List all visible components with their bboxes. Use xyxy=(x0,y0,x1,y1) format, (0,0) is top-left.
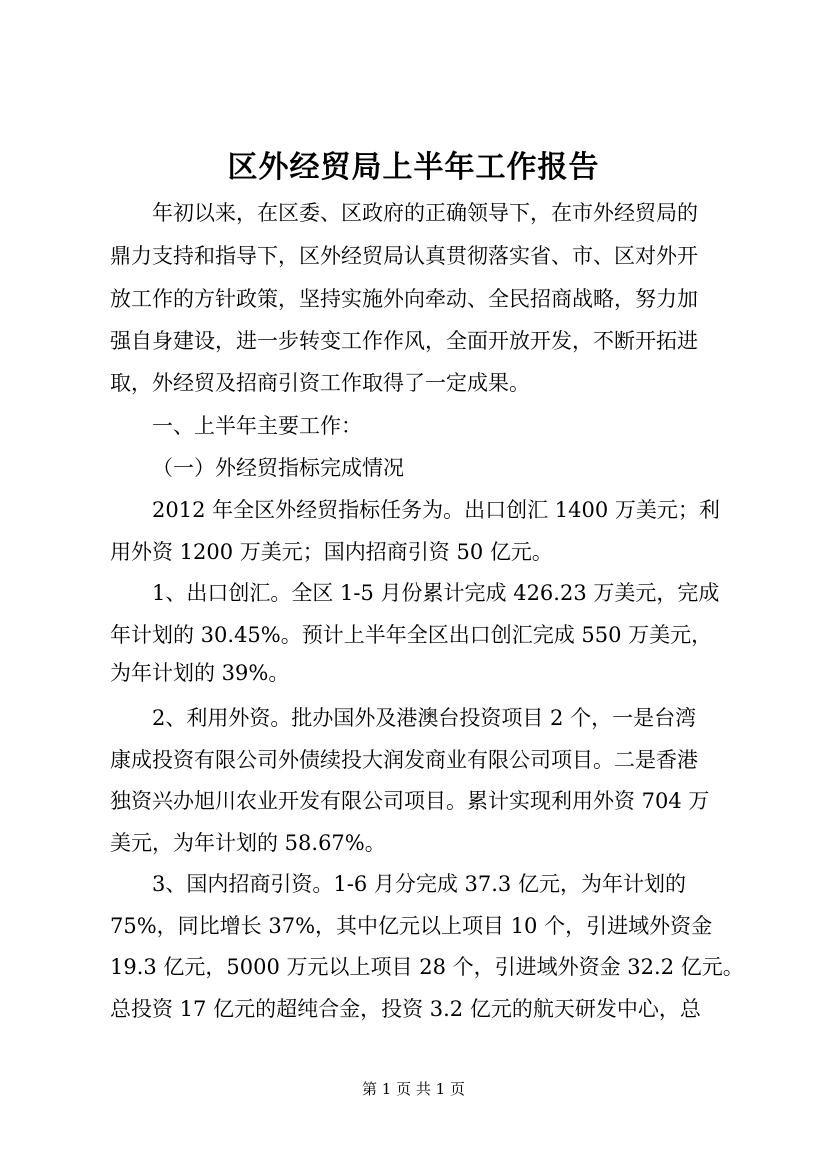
body-line: 年计划的 30.45%。预计上半年全区出口创汇完成 550 万美元， xyxy=(110,623,713,647)
body-line: 总投资 17 亿元的超纯合金，投资 3.2 亿元的航天研发中心，总 xyxy=(110,997,701,1021)
body-line: 2、利用外资。批办国外及港澳台投资项目 2 个，一是台湾 xyxy=(152,706,697,730)
subsection-heading: （一）外经贸指标完成情况 xyxy=(152,456,404,480)
body-line: 康成投资有限公司外债续投大润发商业有限公司项目。二是香港 xyxy=(110,748,698,772)
body-line: 放工作的方针政策，坚持实施外向牵动、全民招商战略，努力加 xyxy=(110,287,698,311)
body-line: 3、国内招商引资。1-6 月分完成 37.3 亿元，为年计划的 xyxy=(152,872,686,896)
body-line: 19.3 亿元，5000 万元以上项目 28 个，引进域外资金 32.2 亿元。 xyxy=(110,955,744,979)
body-line: 年初以来，在区委、区政府的正确领导下，在市外经贸局的 xyxy=(152,201,698,225)
body-line: 独资兴办旭川农业开发有限公司项目。累计实现利用外资 704 万 xyxy=(110,789,710,813)
body-line: 2012 年全区外经贸指标任务为。出口创汇 1400 万美元；利 xyxy=(152,498,720,522)
body-line: 1、出口创汇。全区 1-5 月份累计完成 426.23 万美元，完成 xyxy=(152,581,720,605)
section-heading: 一、上半年主要工作： xyxy=(152,414,362,438)
body-line: 取，外经贸及招商引资工作取得了一定成果。 xyxy=(110,371,530,395)
body-line: 为年计划的 39%。 xyxy=(110,661,290,685)
body-line: 75%，同比增长 37%，其中亿元以上项目 10 个，引进域外资金 xyxy=(110,914,713,938)
document-title: 区外经贸局上半年工作报告 xyxy=(227,150,600,185)
page-footer: 第 1 页 共 1 页 xyxy=(362,1080,465,1098)
body-line: 强自身建设，进一步转变工作作风，全面开放开发，不断开拓进 xyxy=(110,329,698,353)
body-line: 鼎力支持和指导下，区外经贸局认真贯彻落实省、市、区对外开 xyxy=(110,244,698,268)
body-line: 美元，为年计划的 58.67%。 xyxy=(110,831,386,855)
body-line: 用外资 1200 万美元；国内招商引资 50 亿元。 xyxy=(110,540,553,564)
